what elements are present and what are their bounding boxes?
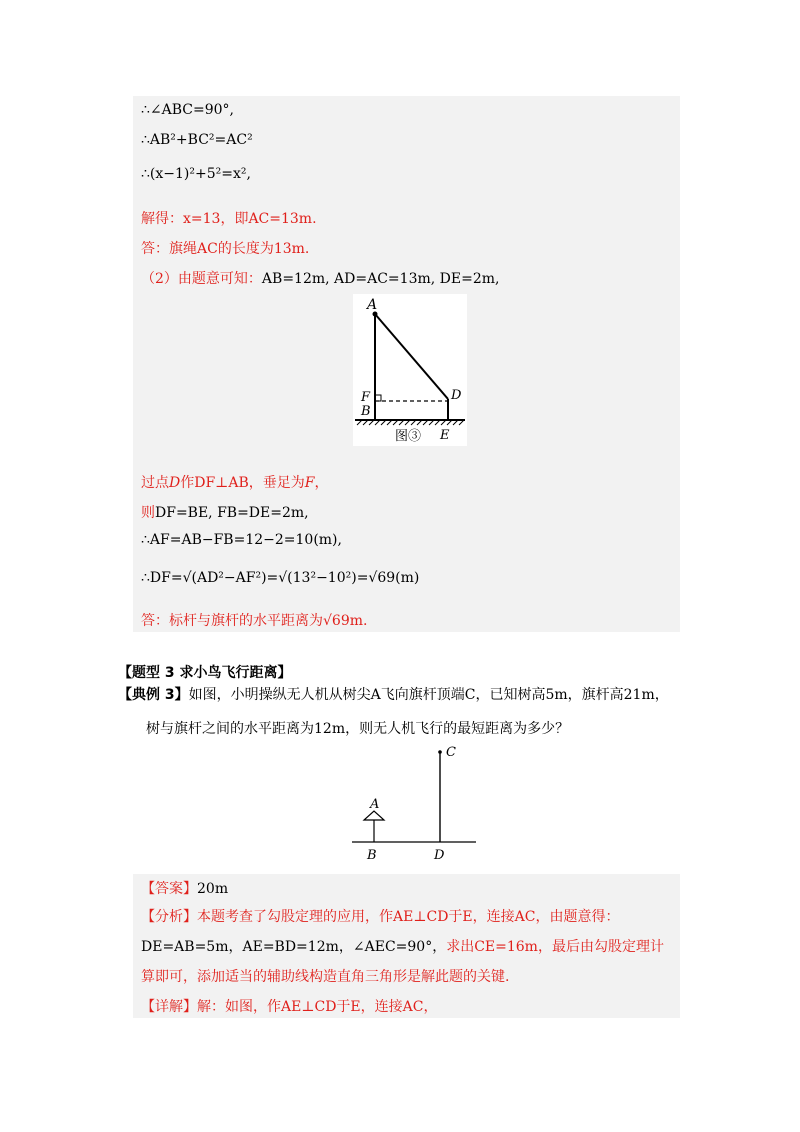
figure-3 [353, 294, 467, 446]
detail-line [141, 996, 437, 1016]
analysis-text-2-black: DE=AB=5m，AE=BD=12m，∠AEC=90°， [141, 939, 447, 955]
solution-line-5: 答：旗绳AC的长度为13m. [141, 241, 310, 257]
example-line-2: 树与旗杆之间的水平距离为12m，则无人机飞行的最短距离为多少？ [146, 721, 570, 737]
solution-line-8-body: DF=BE, FB=DE=2m, [155, 505, 309, 521]
example-label: 【典例 3】 [118, 687, 189, 703]
analysis-text-2-red: 求出CE=16m，最后由勾股定理计 [446, 939, 664, 955]
answer-label: 【答案】 [141, 881, 197, 897]
example-text: 如图，小明操纵无人机从树尖A飞向旗杆顶端C，已知树高5m，旗杆高21m， [188, 687, 669, 703]
solution-line-6-values: AB=12m, AD=AC=13m, DE=2m, [261, 271, 500, 287]
fig4-label-A: A [370, 797, 380, 812]
solution-line-6-label: （2）由题意可知： [141, 271, 262, 287]
detail-label: 【详解】 [141, 999, 197, 1015]
figure-4 [350, 740, 480, 865]
example-line-1 [118, 684, 669, 704]
solution-line-1: ∴∠ABC=90°, [141, 102, 235, 118]
solution-line-9: ∴AF=AB−FB=12−2=10(m), [141, 532, 342, 548]
solution-line-8 [141, 502, 309, 522]
fig4-label-B: B [367, 848, 377, 863]
solution-line-2: ∴AB²+BC²=AC² [141, 132, 253, 148]
solution-line-7-c: ， [314, 475, 329, 491]
solution-line-3: ∴(x−1)²+5²=x², [141, 166, 251, 182]
solution-line-7-a: 过点 [141, 475, 169, 491]
solution-line-7-b: 作DF⊥AB，垂足为 [180, 475, 305, 491]
analysis-line-3: 算即可，添加适当的辅助线构造直角三角形是解此题的关键. [141, 969, 510, 985]
solution-line-7 [141, 472, 328, 492]
analysis-label: 【分析】 [141, 909, 197, 925]
solution-line-7-point-d: D [169, 475, 181, 491]
fig3-label-A: A [367, 297, 378, 313]
fig3-label-E: E [440, 428, 450, 443]
analysis-text-1: 本题考查了勾股定理的应用，作AE⊥CD于E，连接AC，由题意得： [197, 909, 620, 925]
detail-text: 解：如图，作AE⊥CD于E，连接AC， [197, 999, 438, 1015]
solution-line-8-prefix: 则 [141, 505, 155, 521]
fig3-label-B: B [361, 404, 371, 419]
fig3-label-D: D [451, 388, 462, 403]
solution-panel [133, 96, 680, 632]
answer-line [141, 878, 228, 898]
solution-line-6 [141, 268, 499, 288]
fig3-caption: 图③ [395, 429, 422, 444]
analysis-line-1 [141, 906, 619, 926]
fig4-label-D: D [434, 848, 445, 863]
fig3-label-F: F [361, 390, 371, 405]
solution-line-11: 答：标杆与旗杆的水平距离为√69m. [141, 613, 368, 629]
analysis-line-2 [141, 936, 664, 956]
answer-panel [133, 874, 680, 1018]
solution-line-10: ∴DF=√(AD²−AF²)=√(13²−10²)=√69(m) [141, 570, 420, 586]
solution-line-4: 解得：x=13，即AC=13m. [141, 211, 317, 227]
section-title: 【题型 3 求小鸟飞行距离】 [118, 665, 292, 681]
answer-value: 20m [197, 881, 229, 897]
solution-line-7-point-f: F [304, 475, 315, 491]
fig4-label-C: C [446, 745, 456, 760]
